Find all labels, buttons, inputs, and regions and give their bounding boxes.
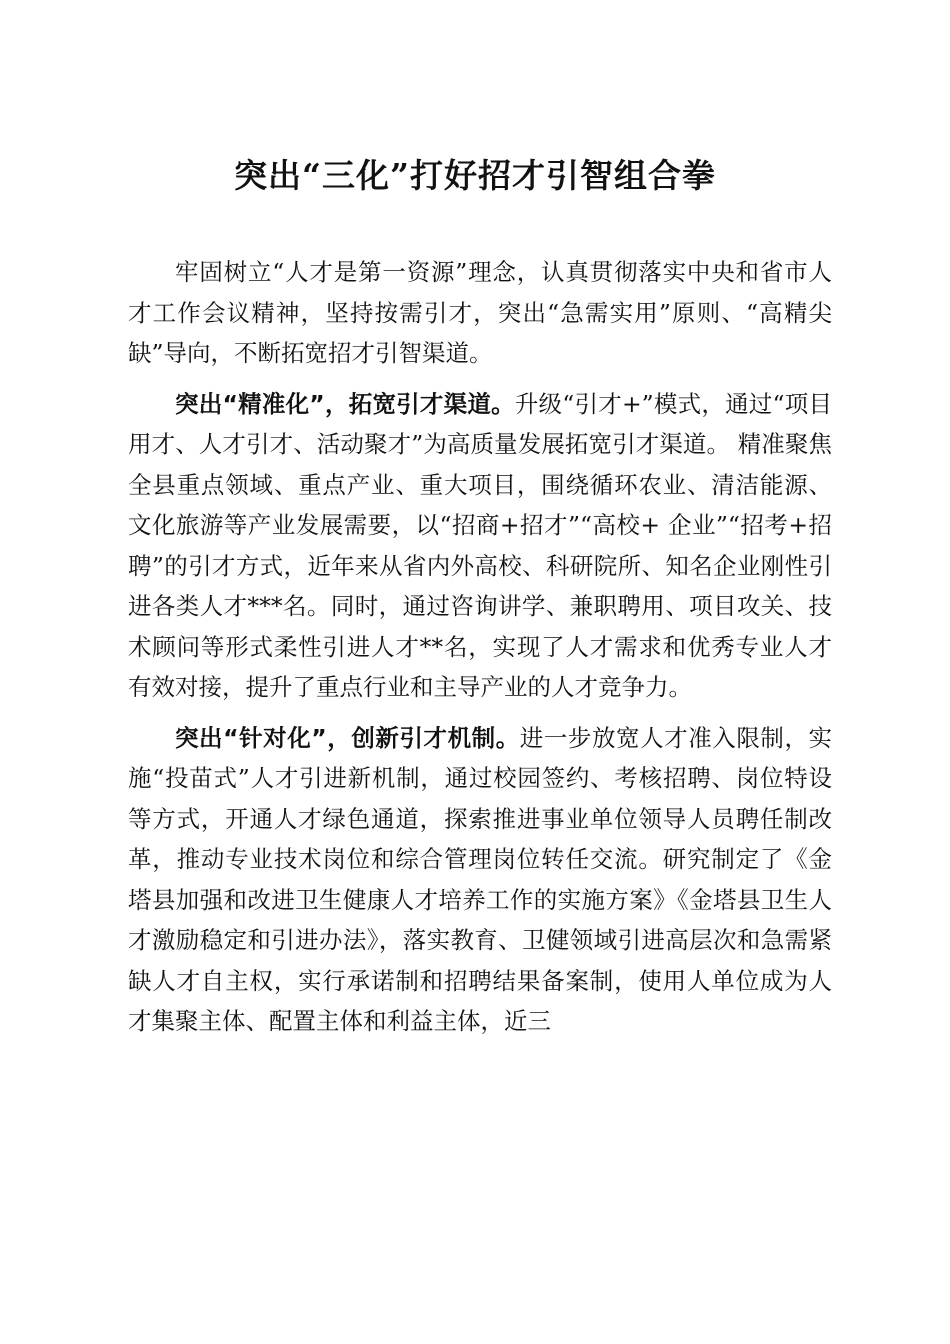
section-paragraph-targeting bbox=[128, 718, 832, 1042]
section-text-targeting: 进一步放宽人才准入限制，实施“投苗式”人才引进新机制，通过校园签约、考核招聘、岗位特设等方式，开通人才绿色通道，探索推进事业单位领导人员聘任制改革，推动专业技术岗位和综合管理岗位转任交流。研究制定了《金塔县加强和改进卫生健康人才培养工作的实施方案》《金塔县卫生人才激励稳定和引进办法》，落实教育、卫健领域引进高层次和急需紧缺人才自主权，实行承诺制和招聘结果备案制，使用人单位成为人才集聚主体、配置主体和利益主体，近三 bbox=[128, 723, 833, 1035]
section-paragraph-precision bbox=[128, 384, 832, 708]
document-body bbox=[128, 252, 832, 1052]
section-heading-targeting: 突出“针对化”，创新引才机制。 bbox=[175, 723, 520, 752]
section-text-precision: 升级“引才+”模式，通过“项目用才、人才引才、活动聚才”为高质量发展拓宽引才渠道。 精准聚焦全县重点领域、重点产业、重大项目，围绕循环农业、清洁能源、文化旅游等产业发展需要，以“招商+招才”“高校+ 企业”“招考+招聘”的引才方式，近年来从省内外高校、科研院所、知名企业刚性引进各类人才***名。同时，通过咨询讲学、兼职聘用、项目攻关、技术顾问等形式柔性引进人才**名，实现了人才需求和优秀专业人才有效对接，提升了重点行业和主导产业的人才竞争力。 bbox=[128, 389, 833, 701]
section-heading-precision: 突出“精准化”，拓宽引才渠道。 bbox=[175, 389, 515, 418]
document-title: 突出“三化”打好招才引智组合拳 bbox=[234, 156, 716, 195]
intro-paragraph: 牢固树立“人才是第一资源”理念，认真贯彻落实中央和省市人才工作会议精神，坚持按需引才，突出“急需实用”原则、“高精尖缺”导向，不断拓宽招才引智渠道。 bbox=[128, 258, 832, 367]
